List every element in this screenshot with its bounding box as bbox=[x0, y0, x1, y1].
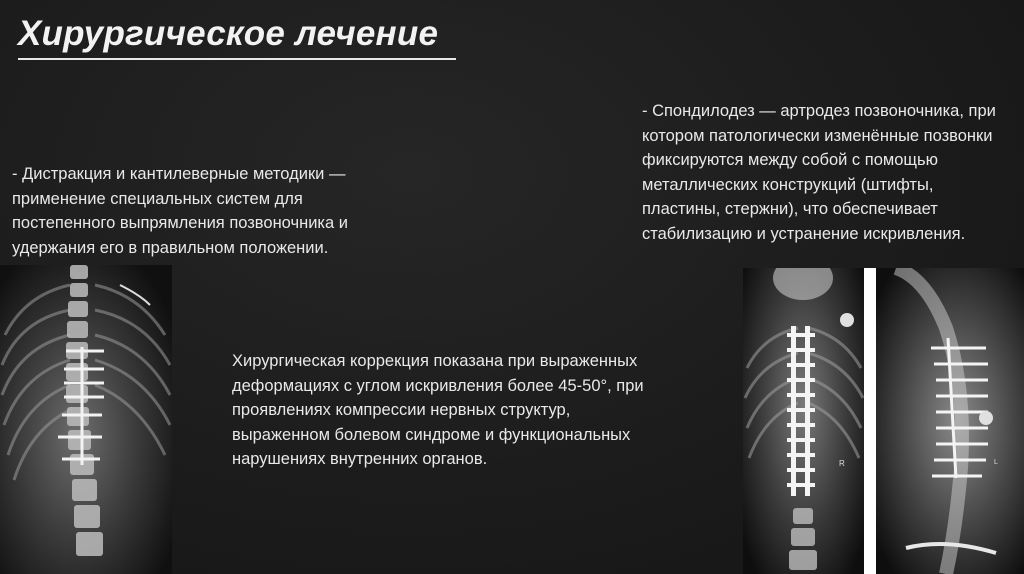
text-line: проявлениях компрессии нервных структур, bbox=[232, 401, 571, 419]
xray-frontal-image bbox=[743, 268, 864, 574]
text-line: применение специальных систем для bbox=[12, 189, 303, 208]
svg-text:L: L bbox=[994, 459, 998, 466]
text-line: пластины, стержни), что обеспечивает bbox=[642, 200, 938, 218]
text-line: удержания его в правильном положении. bbox=[12, 238, 329, 257]
indications-text bbox=[232, 349, 644, 472]
text-line: котором патологически изменённые позвонки bbox=[642, 126, 993, 145]
xray-lateral-image bbox=[876, 268, 1024, 574]
text-line: - Спондилодез — артродез позвоночника, при bbox=[642, 102, 996, 120]
text-line: нарушениях внутренних органов. bbox=[232, 450, 488, 468]
distraction-text bbox=[12, 162, 348, 260]
title-underline bbox=[18, 58, 456, 60]
text-line: выраженном болевом синдроме и функциональных bbox=[232, 425, 631, 444]
slide-title: Хирургическое лечение bbox=[18, 14, 439, 53]
text-line: - Дистракция и кантилеверные методики — bbox=[12, 165, 346, 183]
image-separator bbox=[864, 268, 876, 574]
text-line: постепенного выпрямления позвоночника и bbox=[12, 214, 348, 232]
text-line: Хирургическая коррекция показана при выраженных bbox=[232, 352, 638, 370]
svg-text:R: R bbox=[839, 459, 845, 468]
text-line: стабилизацию и устранение искривления. bbox=[642, 224, 966, 243]
text-line: деформациях с углом искривления более 45-50°, при bbox=[232, 376, 644, 395]
text-line: металлических конструкций (штифты, bbox=[642, 175, 934, 194]
xray-distraction-image bbox=[0, 265, 172, 574]
spondylodesis-text bbox=[642, 99, 996, 246]
text-line: фиксируются между собой с помощью bbox=[642, 151, 938, 169]
